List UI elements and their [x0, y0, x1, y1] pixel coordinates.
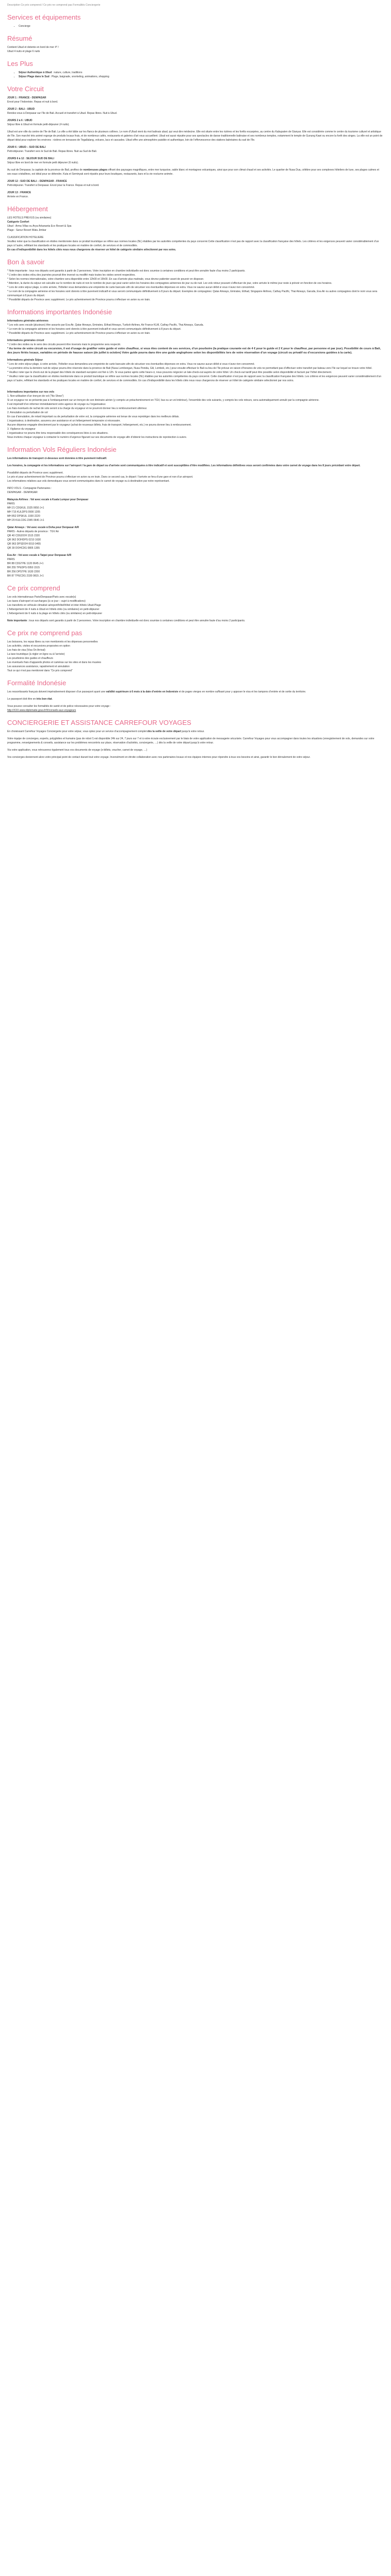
- day-title: JOUR 6 : UBUD – SUD DE BALI: [7, 146, 46, 149]
- formalite-para: Le passeport doit être en très bon état.: [7, 698, 53, 701]
- ubud-description: Ubud est une ville du centre de l’île de Bali. La ville a été bâtie sur les flancs de plusieurs collines. Le nom d’Ubud vient du mot balinais ubad, qui veut dire médecine. Elle est située entre les rizières et les forêts escarpées, au centre du Kabupaten de Gianyar. Elle est considérée comme le centre du tourisme culturel et artistique de l’île. Son marché très animé regorge de produits locaux frais, et de nombreux cafés, restaurants et galeries d’art vous accueillent. Ubud est aussi réputée pour ses spectacles de danse traditionnelle balinaise et ses nombreux temples, notamment le temple de Gunung Kawi ou encore la forêt des singes. La ville est un point de départ idéal pour explorer les environs : rizières en terrasses de Tegallalang, volcans, lacs et cascades. Ubud offre une atmosphère paisible et authentique, loin de l’effervescence des stations balnéaires du sud de l’île.: [7, 130, 383, 142]
- list-item-text: : Plage, baignade, snorkeling, animations, shopping: [49, 75, 109, 78]
- prix-comprend-block: [7, 595, 384, 616]
- day-body: Envol pour l’Indonésie. Repas et nuit à bord.: [7, 100, 58, 104]
- classification-block: [7, 235, 384, 252]
- bonasavoir-para: * Lors de votre séjour plage, à votre arrivée, l’hôtelier vous demandera une empreinte de carte bancaire afin de sécuriser vos éventuelles dépenses en extra. Vous ne saurez aucun débit si vous n’avez rien consommé.: [7, 286, 255, 289]
- resume-line: Ubud 4 nuits et plage 6 nuits: [7, 50, 40, 53]
- infos-aeriennes: [7, 319, 384, 335]
- flight-line: BR 87 TPECDG 2330 0815 J+1: [7, 574, 44, 578]
- list-item: • Concierge: [19, 24, 384, 28]
- flight-line: QR 39 DOHCDG 0805 1355: [7, 547, 40, 550]
- prix-item: L’hébergement de 4 nuits à Ubud en hôtels cités (ou similaires) en petit-déjeuner: [7, 608, 100, 611]
- bonasavoir-para: * Le nom de la compagnie aérienne et les horaires sont donnés à titre purement indicatif et vous seront communiqués définitivement à 8 jours du départ. Exemples de compagnies: Qatar Airways, Emirates, Etihad, Singapore Airlines, Cathay Pacific, Thai Airways, Garuda, Eva Air ou autres compagnies dont le nom vous sera communiqué à 8 jours du départ.: [7, 290, 378, 297]
- prix-item: Les taxes d’aéroport et surcharges (à ce jour – sujet à modifications): [7, 600, 86, 603]
- flight-line: MH 852 DPSKUL 1930 2220: [7, 515, 40, 518]
- resume-line: Contient Ubud et detente en bord de mer 4* /: [7, 46, 59, 49]
- list-item-bold: Séjour Plage dans le Sud: [19, 75, 50, 78]
- flight-line: BR 88 CDGTPE 1120 0645 J+1: [7, 562, 44, 565]
- flight-line: QR 962 DOHDPS 0210 1630: [7, 538, 41, 541]
- sud-text-bold: nombreuses plages: [83, 168, 108, 172]
- prix-note-text: tous nos départs sont garantis à partir de 2 personnes. Votre inscription en chambre individuelle est donc soumise à certaines conditions et peut être annulée faute d’au moins 2 participants.: [28, 619, 246, 622]
- day-title: JOURS 6 à 12 : SEJOUR SUD DE BALI: [7, 157, 54, 160]
- infos-reg-intro: Les informations de transport ci-dessous sont données à titre purement indicatif.: [7, 457, 107, 460]
- formalite-para: Les ressortissants français doivent impérativement disposer d’un passeport ayant une validité supérieure à 6 mois à la date d’entrée en Indonésie et de pages vierges en nombre suffisant pour y apposer le visa et les tampons d’entrée et de sortie du territoire.: [7, 690, 306, 693]
- bonasavoir-para: * Possibilité départs de Province avec supplément. Le prix acheminement de Province pourra s’effectuer en avion ou en train.: [7, 298, 151, 301]
- day-body: Arrivée en France.: [7, 195, 29, 198]
- hotel-line: Ubud : Arma Villas ou Arya Arkananta Eco Resort & Spa: [7, 225, 72, 228]
- classification-title: CLASSIFICATION HOTELIERE: [7, 236, 44, 239]
- sud-text: offrant des paysages magnifiques, entre mer turquoise, sable blanc et montagnes volcaniques, ainsi que pour son climat chaud et ses activités. Le quartier de Nusa Dua, célèbre pour ses complexes hôteliers de luxe, ses plages calmes et ses eaux cristallines, est idéal pour se détendre. Kuta et Seminyak sont réputés pour leurs boutiques, restaurants, bars et la vie nocturne animée.: [7, 168, 379, 176]
- conciergerie-para: Via votre application, vous retrouverez également tous vos documents de voyage (e-billets, voucher, carnet de voyage, …): [7, 749, 148, 752]
- flight-line: QR 40 CDGDOH 1515 2320: [7, 534, 40, 537]
- airline-title: Eva Air : Vol avec escale à Taipei pour Denpasar A/R: [7, 554, 72, 557]
- formalite-bold: très bon état: [36, 698, 52, 701]
- sud-description: [7, 168, 384, 176]
- infos-reg-block: [7, 456, 384, 483]
- flight-line: PARIS: [7, 558, 15, 561]
- day-title: JOUR 1 : FRANCE - DENPASAR: [7, 96, 46, 99]
- infos-reg-body: Possibilité départs de Province avec supplément. Le prix et pour acheminement de Province pourra s’effectuer en avion ou en train. Dans ce second cas, le départ / l’arrivée se fera d’une gare et non d’un aéroport. Les informations relatives aux vols domestiques vous seront communiquées dans le carnet de voyage ou à destination par notre représentant.: [7, 471, 193, 483]
- list-item-bold: Séjour Authentique à Ubud: [19, 71, 52, 74]
- prix-item: Les éventuels frais d’appareils photos et caméras sur les sites et dans les musées: [7, 661, 102, 664]
- conciergerie-para: Votre équipe de concierges, experts, polyglottes et humains (pas de robot !) est disponible 24h sur 24, 7 jours sur 7 et à votre écoute exclusivement par le biais de votre application de messagerie sécurisée. Carrefour Voyages pour vous accompagner dans toutes les situations (enregistrement de vols, demandes sur votre programme, renseignements & conseils, assistance sur les problèmes rencontrés sur place, réservation d’activités, conciergerie, …) dès la veille de votre départ jusqu’à votre retour.: [7, 737, 374, 744]
- infos-circuit: [7, 338, 384, 355]
- subsection-body: * Les vols avec escale (plusieurs) être assurés par Eva Air, Qatar Airways, Emirates, Etihad Airways, Turkish Airlines, Air France KLM, Cathay Pacific, Thai Airways, Garuda. * Le nom de la compagnie aérienne et les horaires sont donnés à titre purement indicatif et vous seront communiqués définitivement à 8 jours du départ. * Possibilité départs de Province avec supplément. Le prix acheminement de Province pourra s’effectuer en avion ou en train.: [7, 324, 204, 335]
- prix-item: Les frais de visa (Visa On Arrival): [7, 649, 45, 652]
- formalite-title: Formalité Indonésie: [7, 679, 67, 687]
- hotel-line: LES HOTELS PREVUS (ou similaires): [7, 216, 52, 219]
- bonasavoir-para: * Note importante : tous nos départs sont garantis à partir de 2 personnes. Votre inscription en chambre individuelle est donc soumise à certaines conditions et peut être annulée faute d’au moins 2 participants.: [7, 269, 246, 273]
- day-title: JOUR 2 : BALI - UBUD: [7, 108, 35, 111]
- flight-line: PARIS - Autres départs de province : TGV Air: [7, 530, 59, 533]
- day-block: [7, 145, 384, 154]
- prix-item: La taxe touristique (à régler en ligne ou à l’arrivée): [7, 653, 65, 656]
- infos-reg-bold: Les horaires, la compagnie et les informations sur l’aéroport / la gare de départ ou d’arrivée sont communiquées à titre indicatif et sont susceptibles d’être modifiées. Les informations définitives vous seront confirmées dans votre carnet de voyage dans les 8 jours précédant votre départ.: [7, 464, 361, 467]
- prix-ne-comprend-title: Ce prix ne comprend pas: [7, 629, 83, 637]
- day-title: JOUR 13 : FRANCE: [7, 191, 31, 194]
- day-block: [7, 118, 384, 127]
- bonasavoir-block: [7, 269, 384, 302]
- hotel-category: Catégorie Confort: [7, 221, 29, 224]
- page: [0, 0, 391, 773]
- services-title: Services et équipements: [7, 13, 81, 21]
- diplomatie-link[interactable]: http://XXX.www.diplomatie.gouv.fr/fr/conseils-aux-voyageurs: [7, 709, 76, 712]
- subsection-title: Informations importantes sur nos vols: [7, 391, 55, 394]
- flight-line: MH 20 KULCDG 2345 0640 J+1: [7, 519, 44, 522]
- prix-item: Les pourboires des guides et chauffeurs: [7, 657, 53, 660]
- bonasavoir-para: * Attention, la durée du séjour est calculée sur le nombre de nuits et non le nombre de jours qui peut varier selon les horaires des compagnies aériennes de jour ou de nuit. Les vols retour pouvant s’effectuer de jour, votre arrivée le même jour reste à prévoir en fonction de vos horaires.: [7, 282, 332, 285]
- hotel-line: Plage : Sanur Resort Watu Jimbar: [7, 229, 46, 232]
- subsection-body: * L’ordre des visites ou le sens des circuits peuvent être inversés mais le programme sera respecté.: [7, 343, 121, 346]
- day-body: Rendez-vous à Denpasar sur l’île de Bali. Accueil et transfert à Ubud. Repas libres. Nuit à Ubud.: [7, 112, 118, 115]
- flight-line: BR 255 TPEDPS 0950 1515: [7, 566, 40, 569]
- day-body: Petit-déjeuner. Transfert vers le Sud de Bali. Repas libres. Nuit au Sud de Bali.: [7, 150, 97, 153]
- prix-item: Les transferts en véhicule climatisé aéroport/hôtel/hôtel et inter-hôtels Ubud-Plage: [7, 604, 101, 607]
- day-body: Séjour libre à Ubud en formule petit-déjeuner (4 nuits).: [7, 123, 70, 126]
- list-item-text: : nature, culture, traditions: [52, 71, 83, 74]
- bonasavoir-para: * L’ordre des visites et/ou des journées pourrait être inversé ou modifié mais toutes les visites seront respectées.: [7, 274, 136, 277]
- prix-note: [7, 619, 384, 623]
- subsection-title: Informations générale Séjour: [7, 359, 43, 362]
- day-title: JOUR 12 : SUD DE BALI – DENPASAR - FRANCE: [7, 180, 67, 183]
- prix-item: L’hébergement de 6 nuits à la plage en hôtels cités (ou similaires) en petit-déjeuner: [7, 612, 102, 615]
- resume-text: [7, 45, 384, 54]
- list-item: [19, 71, 384, 75]
- classification-text: Veuillez noter que la classification en étoiles mentionnée dans ce produit touristique se réfère aux normes locales (NL) établies par les autorités compétentes du pays concerné.Cette classification n’est pas de rapport avec la classification française des hôtels. Les critères et les exigences peuvent varier considérablement d’un pays à l’autre, reflétant les standards et les pratiques locales en matière de confort, de services et de commodités.: [7, 240, 379, 247]
- conciergerie-para: En choisissant Carrefour Voyages Conciergerie pour votre séjour, vous optez pour un service d’accompagnement complet dès la veille de votre départ jusqu’à votre retour.: [7, 730, 205, 733]
- services-list: [7, 24, 384, 28]
- subsection-body: 1. Non-utilisation d’un tronçon de vol (“No Show”) Si un voyageur ne se présente pas à l’embarquement sur un tronçon de son itinéraire aérien (y compris un préacheminement en TGV, bus ou un vol intérieur), l’ensemble des vols suivants, y compris les vols retours, sera automatiquement annulé par la compagnie aérienne. Il est impératif d’en informer immédiatement votre agence de voyage ou l’organisateur. Les frais éventuels de rachat de vols seront à la charge du voyageur et ne pourront donner lieu à remboursement ultérieur. 2. Annulation ou perturbation de vol En cas d’annulation, de retard important ou de perturbation de votre vol, la compagnie aérienne est tenue de vous reprotéger dans les meilleurs délais. L’organisateur, à destination, assurera une assistance et un hébergement temporaire si nécessaire. Aucune dépense engagée directement par le voyageur (achat de nouveaux billets, frais de transport, hébergement, etc.) ne pourra donner lieu à remboursement. 3. Vigilance du voyageur L’organisateur ne pourra être tenu responsable des conséquences liées à ces situations. Nous invitons chaque voyageur à contacter le numéro d’urgence figurant sur ses documents de voyage afin d’obtenir les instructions de reprotection à suivre.: [7, 395, 320, 439]
- airline-title: Qatar Airways : Vol avec escale à Doha pour Denpasar A/R: [7, 526, 79, 529]
- list-item: [19, 75, 384, 79]
- prix-item: Les assurances assistance, rapatriement et annulation: [7, 665, 70, 668]
- subsection-body: * Lors de votre séjour plage, à votre arrivée, l’hôtelier vous demandera une empreinte de carte bancaire afin de sécuriser vos éventuelles dépenses en extra. Vous ne saurez aucun débit si vous n’avez rien consommé. * La première et/ou la dernière nuit de séjour pourra être réservée dans la province de Bali (Nusa Lembongan, Nusa Penida, Gili, Lombok, etc.) pour ensuite effectuer le Bali ou lieu de l’île prévue en raison d’horaires de vols ne permettant pas d’effectuer votre transfert par bateau vers l’île sur lequel se trouve votre hôtel. * Veuillez noter que le check-out de la plupart des hôtels de standard européen est fixé à 12h. Si vous partez après cette heure-ci, nous pouvons négocier un late-check-out auprès de votre hôtel. Un check-out tardif peut être possible selon disponibilité et facturé par l’hôtel directement. * Veuillez noter que la classification en étoiles mentionnée dans ce produit touristique se réfère aux normes locales (NL) établies par les autorités compétentes du pays concerné. Cette classification n’est pas de rapport avec la classification française des hôtels. Les critères et les exigences peuvent varier considérablement d’un pays à l’autre, reflétant les standards et les pratiques locales en matière de confort, de services et de commodités. En cas d’indisponibilité dans les hôtels cités nous nous chargerons de réserver un hôtel de catégorie similaire sélectionné par nos soins.: [7, 363, 382, 382]
- bonasavoir-para: * Selon les normes internationales, votre chambre sera disponible entre 12h00 et 15h00. En cas d’arrivée plus matinale, vous devrez patienter avant de pouvoir en disposer.: [7, 278, 204, 281]
- infos-id-title: Informations importantes Indonésie: [7, 308, 112, 316]
- flights-title: INFO VOLS - Compagnie Partenaires :: [7, 487, 52, 490]
- infos-vols: [7, 390, 384, 439]
- sud-text: Au sud de Denpasar, la capitale de la province de Bali, profitez de: [7, 168, 84, 172]
- day-block: [7, 157, 384, 165]
- hebergement-title: Hébergement: [7, 205, 48, 213]
- day-block: [7, 107, 384, 115]
- conciergerie-para: Vos concierges deviennent alors votre principal point de contact durant tout votre voyage. Inversément en étroite collaboration avec nos partenaires locaux et nos équipes internes pour répondre à tous vos besoins et ainsi, garantir le bon déroulement de votre séjour.: [7, 756, 311, 759]
- subsection-bold: * Au terme de votre circuit ou excursion, il est d’usage de gratifier votre guide et votre chauffeur, si vous êtes content de ses services, d’un pourboire (la pratique courante est de 4 € pour le guide et 2 € pour le chauffeur, par personne et par jour). Possibilité de cours à Bali, des jours fériés locaux, variables en période de hausse saison (de juillet à octobre) Votre guide pourra dans être une guide anglophone selon les disponibilités lors de votre réservation d’un voyage (circuit ou privatif ou d’excursions guidées à la carte).: [7, 347, 381, 354]
- hotels-list: [7, 216, 384, 232]
- prix-comprend-title: Ce prix comprend: [7, 584, 60, 592]
- day-title: JOURS 2 à 6 : UBUD: [7, 119, 32, 122]
- infos-sejour: [7, 358, 384, 383]
- conciergerie-title: CONCIERGERIE ET ASSISTANCE CARREFOUR VOYAGES: [7, 719, 191, 726]
- spacer: [7, 386, 384, 390]
- airline-title: Malaysia Airlines : Vol avec escale à Kuala Lumpur pour Denpasar: [7, 498, 89, 501]
- prix-item: Les boissons, les repas libres ou non mentionnés et les dépenses personnelles: [7, 640, 98, 643]
- prix-note-label: Note importante :: [7, 619, 29, 622]
- resume-title: Résumé: [7, 35, 32, 42]
- formalite-bold: validité supérieure à 6 mois à la date d’entrée en Indonésie: [106, 690, 178, 693]
- day-block: [7, 191, 384, 199]
- classification-note: En cas d’indisponibilité dans les hôtels cités nous nous chargerons de réserver un hôtel de catégorie similaire sélectionné par nos soins.: [7, 248, 176, 251]
- day-block: [7, 96, 384, 104]
- breadcrumb[interactable]: Description Ce prix comprend / Ce prix ne comprend pas Formalités Conciergerie: [7, 4, 101, 7]
- flight-line: QR 963 DPSDOH 0010 0455: [7, 543, 41, 546]
- flights-subtitle: DENPASAR - DENPASAR: [7, 491, 38, 494]
- subsection-title: Informations générales aériennes: [7, 319, 48, 323]
- flights-block: [7, 486, 384, 578]
- plus-list: [7, 71, 384, 79]
- subsection-title: Informations générales circuit: [7, 339, 44, 342]
- infos-reg-title: Information Vols Réguliers Indonésie: [7, 446, 117, 453]
- prix-item: Les vols internationaux Paris/Denpasar/Paris avec escale(s): [7, 596, 76, 599]
- formalite-para: Vous pouvez consulter les formalités de santé et de police nécessaires pour votre voyage : http://XXX.www.diplomatie.gouv.fr/fr/conseils-aux-voyageurs: [7, 705, 111, 712]
- flight-line: MH 21 CDGKUL 1525 0650 J+1: [7, 506, 44, 510]
- day-block: [7, 179, 384, 188]
- flight-line: MH 715 KULDPS 0900 1205: [7, 511, 40, 514]
- day-body: Petit-déjeuner. Transfert à Denpasar. Envol pour la France. Repas et nuit à bord.: [7, 184, 100, 187]
- circuit-title: Votre Circuit: [7, 85, 44, 93]
- prix-item: Tout ce qui n’est pas mentionné dans “Ce prix comprend”: [7, 669, 73, 672]
- prix-item: Les activités, visites et excursions proposées en option: [7, 645, 70, 648]
- flight-line: BR 256 DPSTPE 1630 2200: [7, 570, 40, 573]
- plus-title: Les Plus: [7, 60, 33, 67]
- day-body: Séjour libre en bord de mer en formule petit déjeuner (6 nuits).: [7, 161, 79, 164]
- flight-line: PARIS: [7, 502, 15, 505]
- prix-ne-comprend-block: [7, 640, 384, 673]
- bonasavoir-title: Bon à savoir: [7, 258, 45, 266]
- conciergerie-bold: dès la veille de votre départ: [147, 730, 182, 733]
